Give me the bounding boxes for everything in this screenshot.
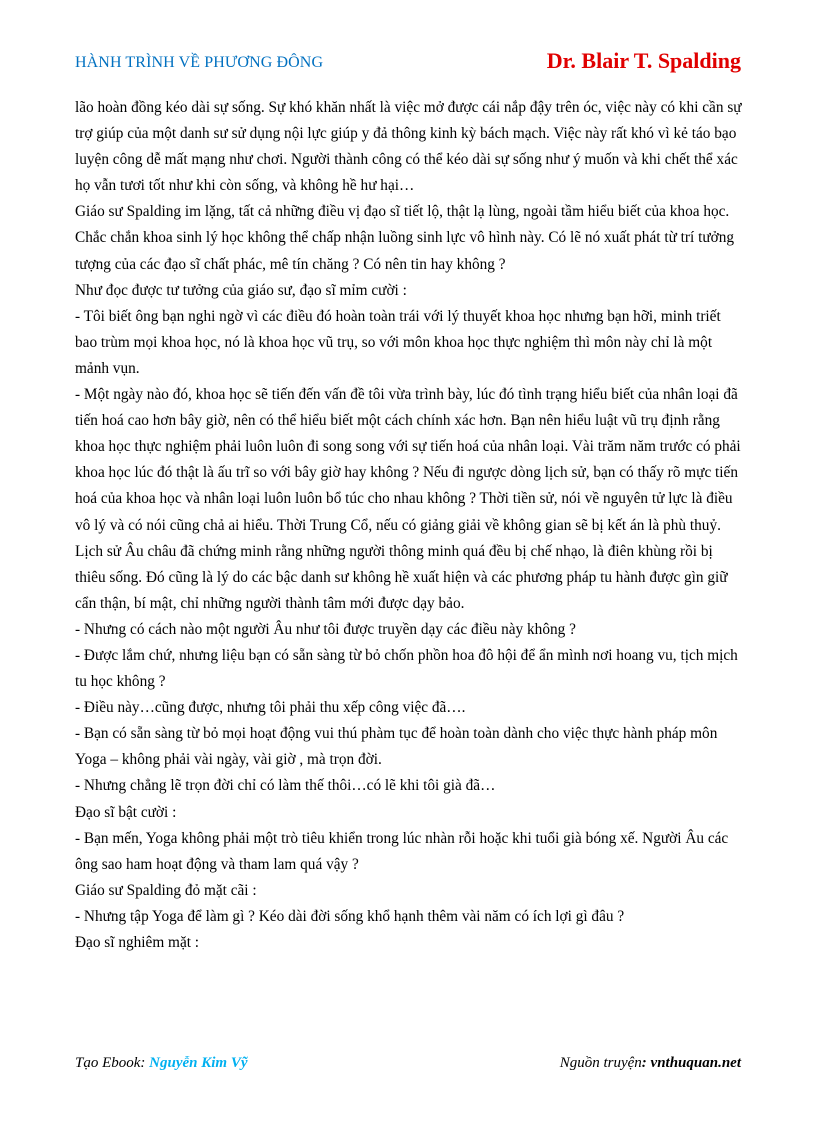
paragraph: - Nhưng tập Yoga để làm gì ? Kéo dài đời sống khổ hạnh thêm vài năm có ích lợi gì đâu ? bbox=[75, 907, 625, 925]
paragraph: - Một ngày nào đó, khoa học sẽ tiến đến vấn đề tôi vừa trình bày, lúc đó tình trạng hiểu biết của nhân loại đã tiến hoá cao hơn bây giờ, nên có thể hiểu biết một cách chính xác hơn. Bạn nên hiểu luật vũ trụ định rằng khoa học thực nghiệm phải luôn luôn đi song song với sự tiến hoá của nhân loại. Vài trăm năm trước có phải khoa học lúc đó thật là ấu trĩ so với bây giờ hay không ? Nếu đi ngược dòng lịch sử, bạn có thấy rõ mực tiến hoá của khoa học và nhân loại luôn luôn bổ túc cho nhau không ? Thời tiền sử, nói về nguyên tử lực là điều vô lý và có nói cũng chả ai hiểu. Thời Trung Cổ, nếu có giảng giải về không gian sẽ bị kết án là phù thuỷ. Lịch sử Âu châu đã chứng minh rằng những người thông minh quá đều bị chế nhạo, là điên khùng rồi bị thiêu sống. Đó cũng là lý do các bậc danh sư không hề xuất hiện và các phương pháp tu hành được gìn giữ cẩn thận, bí mật, chỉ những người thành tâm mới được dạy bảo. bbox=[75, 386, 741, 612]
paragraph: - Được lắm chứ, nhưng liệu bạn có sẵn sàng từ bỏ chốn phồn hoa đô hội để ẩn mình nơi hoang vu, tịch mịch tu học không ? bbox=[75, 646, 738, 691]
paragraph: Giáo sư Spalding im lặng, tất cả những điều vị đạo sĩ tiết lộ, thật lạ lùng, ngoài tầm hiểu biết của khoa học. Chắc chắn khoa sinh lý học không thể chấp nhận luồng sinh lực vô hình này. Có lẽ nó xuất phát từ trí tưởng tượng của các đạo sĩ chất phác, mê tín chăng ? Có nên tin hay không ? bbox=[75, 203, 735, 273]
book-title: HÀNH TRÌNH VỀ PHƯƠNG ĐÔNG bbox=[75, 54, 324, 71]
paragraph: Đạo sĩ bật cười : bbox=[75, 803, 177, 821]
paragraph: Như đọc được tư tưởng của giáo sư, đạo sĩ mỉm cười : bbox=[75, 281, 407, 299]
page-footer bbox=[75, 1055, 741, 1077]
paragraph: - Bạn mến, Yoga không phải một trò tiêu khiển trong lúc nhàn rỗi hoặc khi tuổi già bóng xế. Người Âu các ông sao ham hoạt động và tham lam quá vậy ? bbox=[75, 829, 729, 873]
paragraph: - Bạn có sẵn sàng từ bỏ mọi hoạt động vui thú phàm tục để hoàn toàn dành cho việc thực hành pháp môn Yoga – không phải vài ngày, vài giờ , mà trọn đời. bbox=[75, 725, 718, 769]
paragraph: Giáo sư Spalding đỏ mặt cãi : bbox=[75, 881, 257, 899]
author-name: Dr. Blair T. Spalding bbox=[546, 48, 741, 73]
paragraph: - Điều này…cũng được, nhưng tôi phải thu xếp công việc đã…. bbox=[75, 699, 466, 717]
page-header bbox=[75, 48, 741, 76]
ebook-credit-separator: : bbox=[140, 1055, 150, 1071]
paragraph: Đạo sĩ nghiêm mặt : bbox=[75, 934, 200, 951]
ebook-credit bbox=[75, 1055, 248, 1072]
ebook-credit-author: Nguyễn Kim Vỹ bbox=[149, 1055, 248, 1071]
paragraph: lão hoàn đồng kéo dài sự sống. Sự khó khăn nhất là việc mở được cái nắp đậy trên óc, việc này có khi cần sự trợ giúp của một danh sư sử dụng nội lực giúp y đả thông kinh kỳ bách mạch. Việc này rất khó vì kẻ táo bạo luyện công dễ mất mạng như chơi. Người thành công có thể kéo dài sự sống như ý muốn và khi chết thể xác họ vẫn tươi tốt như khi còn sống, và không hề hư hại… bbox=[75, 99, 742, 195]
source-credit-label: Nguồn truyện bbox=[559, 1055, 642, 1071]
source-credit-separator: : bbox=[641, 1055, 651, 1071]
body-text bbox=[75, 95, 743, 956]
paragraph: - Nhưng chẳng lẽ trọn đời chỉ có làm thế thôi…có lẽ khi tôi già đã… bbox=[75, 777, 496, 795]
source-credit-site: vnthuquan.net bbox=[650, 1055, 741, 1071]
paragraph: - Nhưng có cách nào một người Âu như tôi được truyền dạy các điều này không ? bbox=[75, 620, 576, 638]
paragraph: - Tôi biết ông bạn nghi ngờ vì các điều đó hoàn toàn trái với lý thuyết khoa học nhưng bạn hỡi, minh triết bao trùm mọi khoa học, nó là khoa học vũ trụ, so với môn khoa học thực nghiệm thì môn này chỉ là một mảnh vụn. bbox=[75, 307, 721, 377]
ebook-credit-label: Tạo Ebook bbox=[75, 1055, 141, 1071]
source-credit bbox=[560, 1055, 741, 1072]
